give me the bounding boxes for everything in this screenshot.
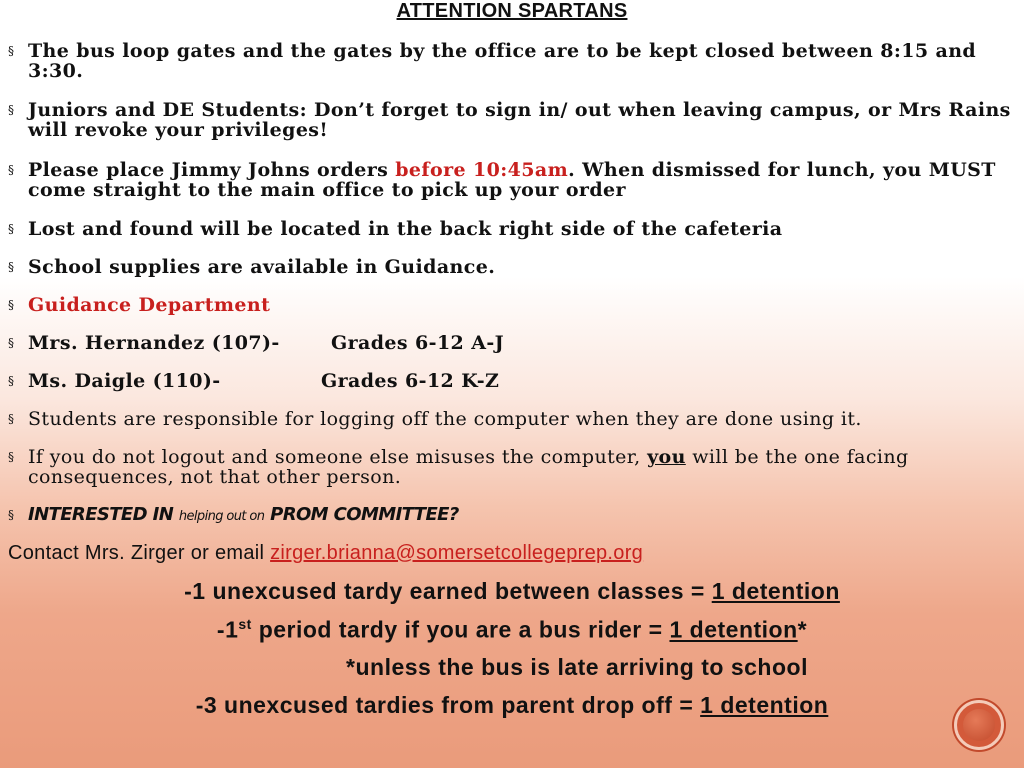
bullet-icon: §	[8, 450, 15, 464]
bullet-text-part: Please place Jimmy Johns orders	[28, 159, 396, 181]
bullet-icon: §	[8, 222, 15, 236]
rule-text: -1 unexcused tardy earned between classes =	[184, 578, 712, 604]
list-item	[8, 295, 1020, 315]
contact-text: Contact Mrs. Zirger or email	[8, 542, 271, 564]
counselor-name: Mrs. Hernandez (107)-	[28, 332, 280, 354]
bullet-icon: §	[8, 260, 15, 274]
list-item	[8, 160, 1020, 200]
list-item	[8, 219, 1020, 239]
bullet-text	[28, 333, 1020, 353]
bullet-icon: §	[8, 163, 15, 177]
tardy-rule	[0, 692, 1024, 719]
rule-penalty: 1 detention	[669, 616, 798, 643]
list-item	[8, 257, 1020, 277]
bullet-text: School supplies are available in Guidance.	[28, 256, 496, 278]
list-item	[8, 333, 1020, 353]
tardy-rule	[0, 616, 1024, 644]
list-item	[8, 447, 1020, 487]
counselor-name: Ms. Daigle (110)-	[28, 370, 221, 392]
list-item	[8, 41, 1020, 81]
bullet-text-part: . When dismissed for lunch, you MUST come straight to the main office to pick up your order	[28, 159, 996, 201]
tardy-rule-note	[130, 654, 1024, 681]
note-part: INTERESTED IN	[28, 504, 179, 525]
bullet-text-part: will be the one facing consequences, not that other person.	[28, 446, 909, 488]
bullet-icon: §	[8, 103, 15, 117]
rule-text: *unless the bus is late arriving to school	[346, 654, 808, 680]
rule-text: period tardy if you are a bus rider =	[251, 616, 670, 643]
bullet-text: Lost and found will be located in the back right side of the cafeteria	[28, 218, 783, 240]
list-item	[8, 371, 1020, 391]
rule-text: -3 unexcused tardies from parent drop off =	[195, 692, 701, 718]
rule-penalty: 1 detention	[700, 692, 829, 718]
section-heading: Guidance Department	[28, 294, 271, 316]
rule-text: -1	[216, 616, 239, 643]
bullet-icon: §	[8, 336, 15, 350]
deadline-highlight: before 10:45am	[395, 159, 569, 181]
bullet-icon: §	[8, 412, 15, 426]
emphasis-word: you	[647, 446, 686, 468]
list-item	[8, 100, 1020, 140]
email-link[interactable]: zirger.brianna@somersetcollegeprep.org	[270, 542, 644, 564]
circle-button-inner	[963, 709, 995, 741]
counselor-grades: Grades 6-12 A-J	[331, 332, 505, 354]
bullet-icon: §	[8, 374, 15, 388]
list-item	[8, 409, 1020, 429]
list-item	[8, 505, 1020, 527]
page-title: ATTENTION SPARTANS	[396, 0, 628, 22]
tardy-rule	[0, 578, 1024, 605]
contact-line	[8, 542, 643, 565]
rule-penalty: 1 detention	[711, 578, 840, 604]
bullet-icon: §	[8, 44, 15, 58]
bullet-icon: §	[8, 298, 15, 312]
note-part: PROM COMMITTEE?	[264, 504, 459, 525]
counselor-grades: Grades 6-12 K-Z	[321, 370, 500, 392]
bullet-text: Juniors and DE Students: Don’t forget to sign in/ out when leaving campus, or Mrs Rains will revoke your privileges!	[28, 99, 1011, 141]
bullet-icon: §	[8, 508, 15, 522]
bullet-text	[28, 160, 1020, 200]
bullet-text: Students are responsible for logging off the computer when they are done using it.	[28, 408, 862, 430]
bullet-text	[28, 447, 1020, 487]
note-part: helping out on	[178, 509, 265, 524]
bullet-text-part: If you do not logout and someone else misuses the computer,	[28, 446, 648, 468]
prom-committee-note	[28, 505, 1020, 527]
rule-asterisk: *	[797, 616, 808, 643]
rule-superscript: st	[238, 616, 252, 632]
bullet-text	[28, 371, 1020, 391]
circle-button-icon[interactable]	[954, 700, 1004, 750]
bullet-text: The bus loop gates and the gates by the office are to be kept closed between 8:15 and 3:30.	[28, 40, 977, 82]
